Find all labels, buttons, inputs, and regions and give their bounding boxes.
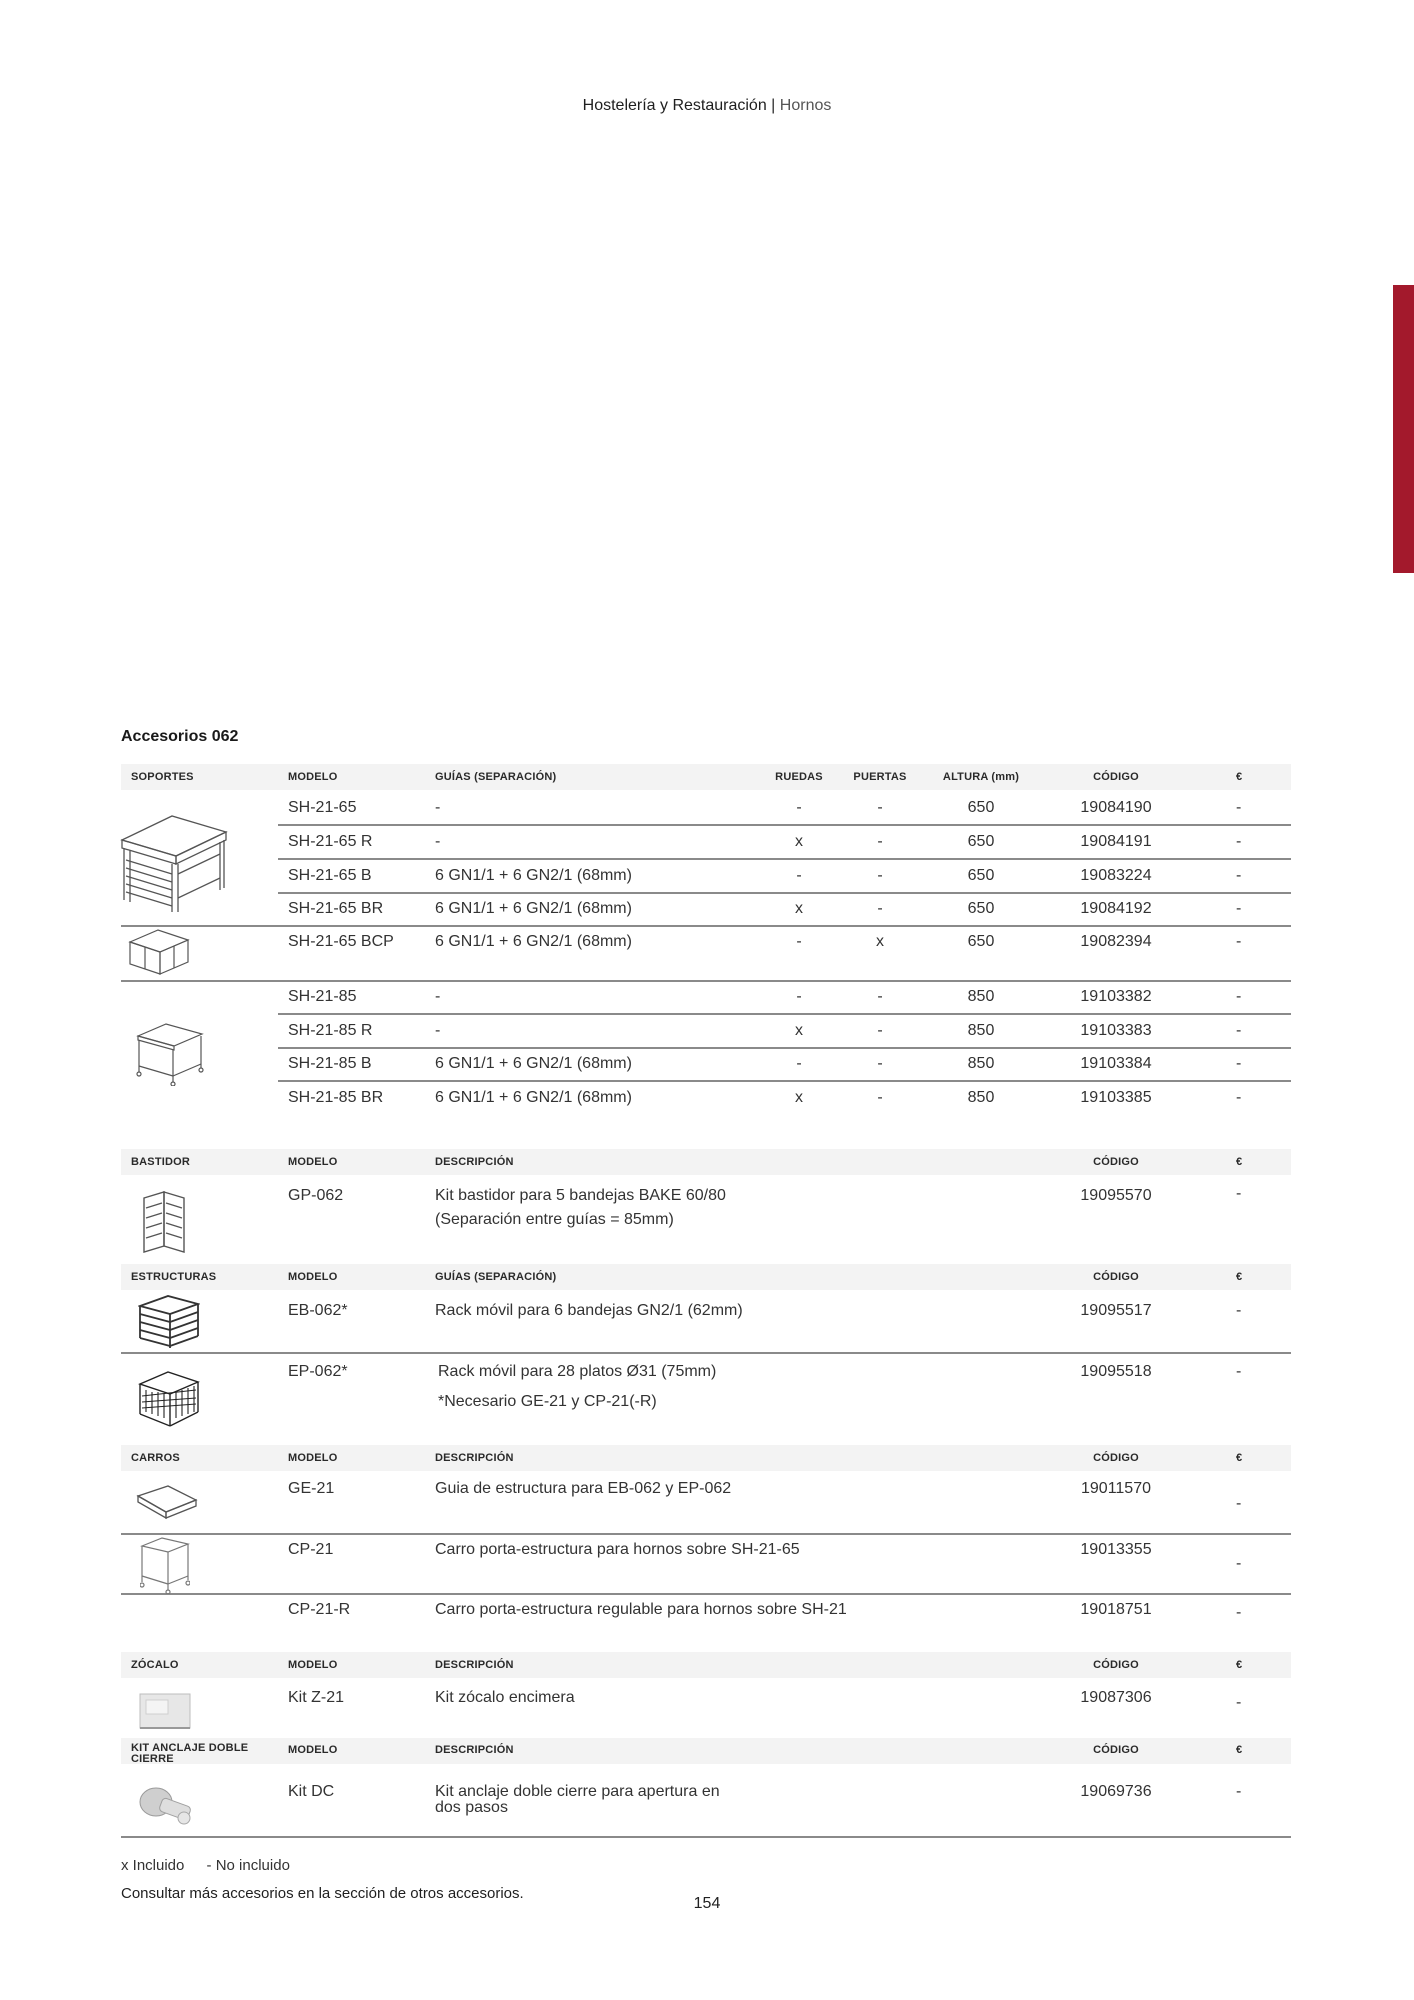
row-modelo: CP-21 [288,1541,334,1558]
row-guias: 6 GN1/1 + 6 GN2/1 (68mm) [435,900,632,917]
anclaje-group-label-line1: KIT ANCLAJE DOBLE [131,1742,249,1754]
row-codigo: 19013355 [1080,1541,1152,1558]
row-precio: - [1236,933,1242,950]
row-guias: - [435,1022,441,1039]
row-precio: - [1236,1363,1242,1380]
soportes-col-puertas: PUERTAS [853,771,907,783]
row-codigo: 19084191 [1080,833,1152,850]
row-puertas: - [877,1055,883,1072]
row-ruedas: - [796,867,802,884]
row-desc-line1: Kit bastidor para 5 bandejas BAKE 60/80 [435,1187,726,1204]
carros-group-label: CARROS [131,1452,180,1464]
soportes-col-modelo: MODELO [288,771,338,783]
estructuras-col-codigo: CÓDIGO [1093,1271,1139,1283]
row-precio: - [1236,1495,1242,1512]
row-puertas: x [876,933,884,950]
row-modelo: Kit Z-21 [288,1689,345,1706]
row-divider [121,1593,1291,1595]
header-separator: | [766,97,780,114]
legend [121,1857,308,1874]
row-ruedas: - [796,799,802,816]
anclaje-group-label-line2: CIERRE [131,1753,174,1765]
row-modelo: SH-21-85 B [288,1055,372,1072]
row-altura: 650 [967,799,995,816]
bastidor-col-codigo: CÓDIGO [1093,1156,1139,1168]
row-codigo: 19095517 [1080,1302,1152,1319]
tray-rack-image [138,1292,200,1350]
row-altura: 850 [967,1089,995,1106]
zocalo-col-codigo: CÓDIGO [1093,1659,1139,1671]
row-ruedas: - [796,933,802,950]
plinth-image [138,1690,194,1732]
guide-tray-image [136,1482,198,1526]
row-desc: Kit zócalo encimera [435,1689,575,1706]
anclaje-col-desc: DESCRIPCIÓN [435,1744,514,1756]
legend-included: x Incluido [121,1857,185,1874]
estructuras-col-precio: € [1236,1271,1243,1283]
anclaje-col-precio: € [1236,1744,1243,1756]
row-divider [121,1533,1291,1535]
row-puertas: - [877,900,883,917]
row-desc: Carro porta-estructura regulable para hornos sobre SH-21 [435,1601,847,1618]
row-ruedas: x [795,833,803,850]
row-codigo: 19083224 [1080,867,1152,884]
row-precio: - [1236,1089,1242,1106]
zocalo-col-desc: DESCRIPCIÓN [435,1659,514,1671]
row-desc-line2: *Necesario GE-21 y CP-21(-R) [438,1393,657,1410]
bastidor-col-precio: € [1236,1156,1243,1168]
row-codigo: 19018751 [1080,1601,1152,1618]
row-guias: 6 GN1/1 + 6 GN2/1 (68mm) [435,933,632,950]
stand-tall-image [136,1018,204,1086]
row-divider [278,824,1291,826]
row-altura: 850 [967,988,995,1005]
row-modelo: SH-21-85 R [288,1022,373,1039]
row-guias: - [435,833,441,850]
estructuras-group-label: ESTRUCTURAS [131,1271,217,1283]
row-precio: - [1236,988,1242,1005]
row-codigo: 19103383 [1080,1022,1152,1039]
legend-not-included: - No incluido [206,1857,290,1874]
row-divider [278,1080,1291,1082]
row-codigo: 19095518 [1080,1363,1152,1380]
plate-rack-image [136,1368,202,1428]
row-codigo: 19069736 [1080,1783,1152,1800]
anclaje-group-label [131,1743,248,1765]
row-puertas: - [877,833,883,850]
header-category: Hostelería y Restauración [582,97,767,114]
row-puertas: - [877,1089,883,1106]
stand-cabinet-image [128,926,190,978]
soportes-col-ruedas: RUEDAS [775,771,823,783]
page-number: 154 [693,1895,721,1912]
row-codigo: 19082394 [1080,933,1152,950]
row-codigo: 19103382 [1080,988,1152,1005]
row-desc-line2: (Separación entre guías = 85mm) [435,1211,674,1228]
row-guias: - [435,988,441,1005]
bastidor-rack-image [140,1190,188,1254]
row-desc-line2: dos pasos [435,1799,508,1816]
stand-table-image [120,808,228,913]
row-divider [278,892,1291,894]
row-divider [278,858,1291,860]
latch-kit-image [136,1780,198,1830]
row-codigo: 19011570 [1081,1480,1151,1497]
anclaje-col-modelo: MODELO [288,1744,338,1756]
row-ruedas: x [795,900,803,917]
footnote: Consultar más accesorios en la sección de otros accesorios. [121,1885,524,1902]
row-desc-line1: Rack móvil para 28 platos Ø31 (75mm) [438,1363,717,1380]
row-precio: - [1236,1604,1242,1621]
row-divider [121,925,1291,927]
row-guias: - [435,799,441,816]
row-precio: - [1236,1022,1242,1039]
row-altura: 850 [967,1055,995,1072]
estructuras-col-desc: GUÍAS (SEPARACIÓN) [435,1271,557,1283]
row-precio: - [1236,1783,1242,1800]
carros-col-codigo: CÓDIGO [1093,1452,1139,1464]
bastidor-group-label: BASTIDOR [131,1156,191,1168]
row-modelo: GE-21 [288,1480,335,1497]
row-divider [278,1013,1291,1015]
row-modelo: SH-21-85 BR [288,1089,384,1106]
header-subcategory: Hornos [779,97,832,114]
row-ruedas: x [795,1022,803,1039]
estructuras-col-modelo: MODELO [288,1271,338,1283]
bastidor-col-desc: DESCRIPCIÓN [435,1156,514,1168]
row-codigo: 19103384 [1080,1055,1152,1072]
row-codigo: 19095570 [1080,1187,1152,1204]
row-guias: 6 GN1/1 + 6 GN2/1 (68mm) [435,1089,632,1106]
carros-col-precio: € [1236,1452,1243,1464]
page-header [0,97,1414,115]
row-precio: - [1236,833,1242,850]
row-desc: Carro porta-estructura para hornos sobre SH-21-65 [435,1541,800,1558]
row-modelo: SH-21-65 B [288,867,372,884]
cart-image [140,1536,190,1594]
row-altura: 650 [967,933,995,950]
row-modelo: EB-062* [288,1302,348,1319]
section-tab-marker [1393,285,1414,573]
row-ruedas: x [795,1089,803,1106]
row-precio: - [1236,900,1242,917]
row-codigo: 19103385 [1080,1089,1152,1106]
row-modelo: Kit DC [288,1783,335,1800]
row-puertas: - [877,867,883,884]
soportes-col-guias: GUÍAS (SEPARACIÓN) [435,771,557,783]
row-codigo: 19084192 [1080,900,1152,917]
row-precio: - [1236,1302,1242,1319]
soportes-col-codigo: CÓDIGO [1093,771,1139,783]
row-precio: - [1236,1694,1242,1711]
anclaje-col-codigo: CÓDIGO [1093,1744,1139,1756]
row-modelo: GP-062 [288,1187,344,1204]
row-precio: - [1236,1055,1242,1072]
section-title: Accesorios 062 [121,728,239,745]
row-precio: - [1236,1185,1242,1202]
soportes-group-label: SOPORTES [131,771,194,783]
zocalo-group-label: ZÓCALO [131,1659,179,1671]
row-divider [121,980,1291,982]
row-altura: 850 [967,1022,995,1039]
bastidor-col-modelo: MODELO [288,1156,338,1168]
row-precio: - [1236,799,1242,816]
zocalo-col-modelo: MODELO [288,1659,338,1671]
row-puertas: - [877,988,883,1005]
row-desc-line1: Kit anclaje doble cierre para apertura en [435,1783,720,1800]
row-ruedas: - [796,988,802,1005]
row-precio: - [1236,1555,1242,1572]
carros-col-modelo: MODELO [288,1452,338,1464]
row-codigo: 19084190 [1080,799,1152,816]
row-modelo: SH-21-65 R [288,833,373,850]
row-modelo: CP-21-R [288,1601,351,1618]
row-precio: - [1236,867,1242,884]
row-divider [121,1352,1291,1354]
row-puertas: - [877,799,883,816]
row-codigo: 19087306 [1080,1689,1152,1706]
row-guias: 6 GN1/1 + 6 GN2/1 (68mm) [435,1055,632,1072]
carros-col-desc: DESCRIPCIÓN [435,1452,514,1464]
soportes-col-precio: € [1236,771,1243,783]
row-modelo: SH-21-85 [288,988,357,1005]
row-ruedas: - [796,1055,802,1072]
row-altura: 650 [967,867,995,884]
row-guias: 6 GN1/1 + 6 GN2/1 (68mm) [435,867,632,884]
row-modelo: SH-21-65 [288,799,357,816]
row-modelo: SH-21-65 BR [288,900,384,917]
soportes-col-altura: ALTURA (mm) [942,771,1020,783]
table-bottom-rule [121,1836,1291,1838]
row-altura: 650 [967,900,995,917]
row-modelo: SH-21-65 BCP [288,933,394,950]
row-puertas: - [877,1022,883,1039]
row-desc: Rack móvil para 6 bandejas GN2/1 (62mm) [435,1302,743,1319]
zocalo-col-precio: € [1236,1659,1243,1671]
row-desc: Guia de estructura para EB-062 y EP-062 [435,1480,732,1497]
row-divider [278,1047,1291,1049]
row-modelo: EP-062* [288,1363,348,1380]
row-altura: 650 [967,833,995,850]
